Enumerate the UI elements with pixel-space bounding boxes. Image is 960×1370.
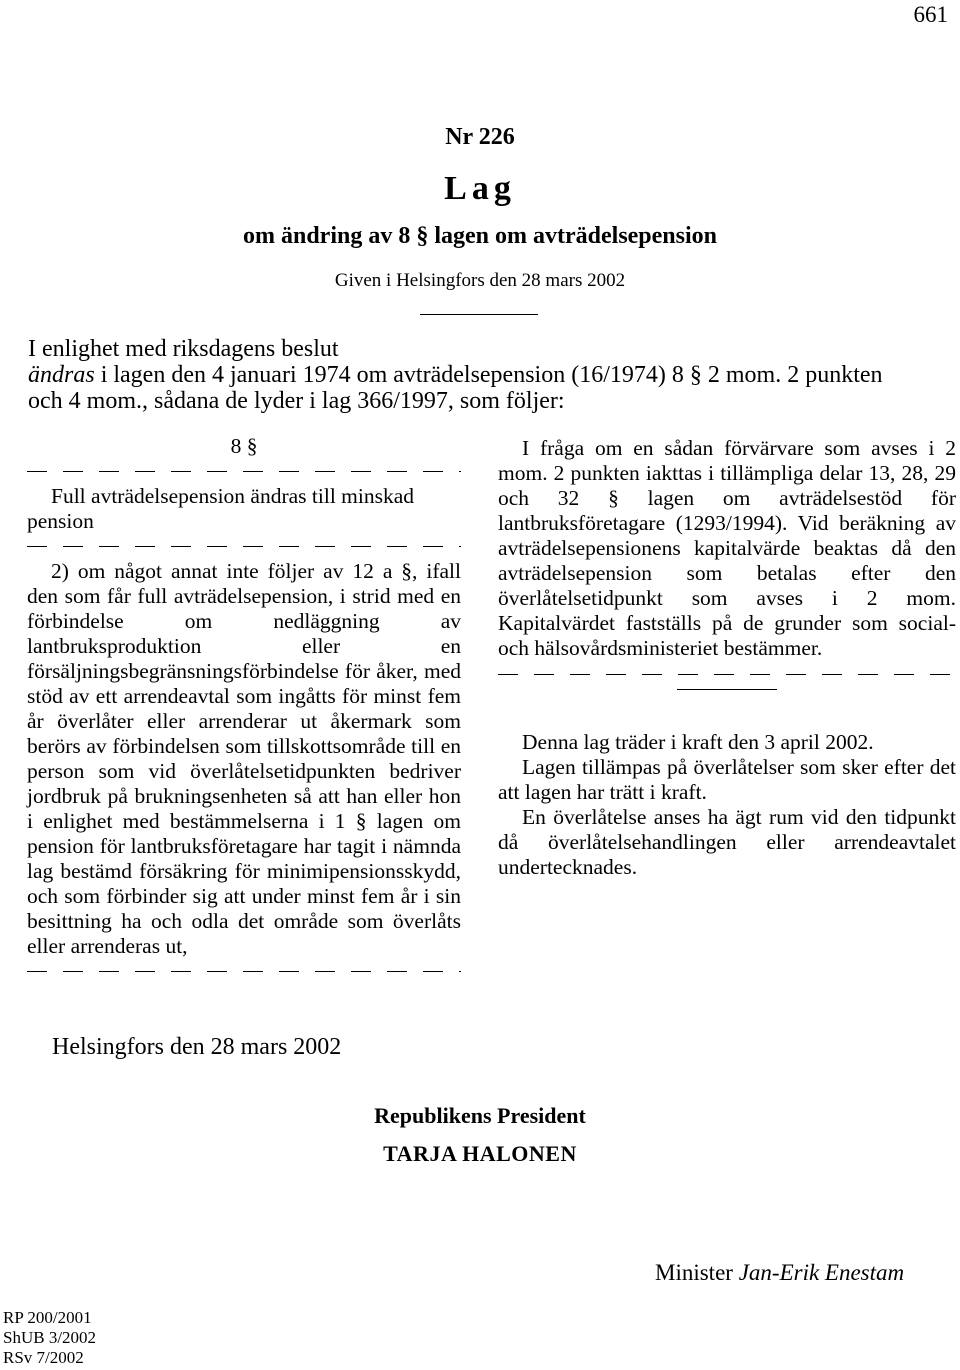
left-paragraph-1: Full avträdelsepension ändras till minskad pension bbox=[27, 484, 415, 533]
reference-item: ShUB 3/2002 bbox=[3, 1328, 97, 1347]
reference-item: RSv 7/2002 bbox=[3, 1348, 84, 1367]
left-paragraph-2: 2) om något annat inte följer av 12 a §, ifall den som får full avträdelsepension, i strid med en förbindelse om nedläggning av lantbruksproduktion eller en försäljningsbegränsningsförbindelse för åker, med stöd av ett arrendeavtal som ingåtts för minst fem år överlåter eller arrenderar ut åkermark som berörs av förbindelsen som tillskottsområde till en person som vid överlåtelsetidpunkten bedriver jordbruk på brukningsenheten så att han eller hon i enlighet med bestämmelserna i 1 § lagen om pension för lantbruksföretagare har tagit i nämnda lag bestämd försäkring för minimipensionsskydd, och som förbinder sig att under minst fem år i sin besittning ha och odla det område som överlåts eller arrenderas ut, bbox=[27, 559, 461, 958]
reference-item: RP 200/2001 bbox=[3, 1308, 92, 1327]
page-number: 661 bbox=[913, 2, 948, 27]
president-name: TARJA HALONEN bbox=[383, 1141, 577, 1166]
preamble-amend-word: ändras bbox=[28, 362, 95, 388]
omission-dashes bbox=[27, 966, 461, 976]
entry-into-force: Denna lag träder i kraft den 3 april 2002. bbox=[522, 730, 874, 754]
document-title: Lag bbox=[444, 170, 516, 207]
preamble-line-1: I enlighet med riksdagens beslut bbox=[28, 336, 339, 362]
left-column bbox=[27, 434, 461, 984]
document-subtitle: om ändring av 8 § lagen om avträdelsepension bbox=[242, 223, 718, 249]
minister-signature bbox=[655, 1260, 904, 1286]
right-paragraph-1: I fråga om en sådan förvärvare som avses i 2 mom. 2 punkten iakttas i tillämpliga delar 13, 28, 29 och 32 § lagen om avträdelsestöd för lantbruksföretagare (1293/1994). Vid beräkning av avträdelsepensionens kapitalvärde beaktas då den avträdelsepension som betalas efter den överlåtelsetidpunkt som avses i 2 mom. Kapitalvärdet fastställs på de grunder som social- och hälsovårdsministeriet bestämmer. bbox=[498, 436, 956, 660]
given-date: Given i Helsingfors den 28 mars 2002 bbox=[334, 270, 626, 291]
omission-dashes bbox=[498, 669, 956, 679]
omission-dashes bbox=[27, 466, 461, 476]
preamble-line-2 bbox=[28, 362, 960, 388]
section-heading: 8 § bbox=[230, 434, 258, 458]
header-divider bbox=[420, 314, 538, 315]
application-rule: Lagen tillämpas på överlåtelser som sker efter det att lagen har trätt i kraft. bbox=[498, 755, 956, 804]
president-title: Republikens President bbox=[374, 1103, 586, 1128]
right-column bbox=[498, 436, 956, 880]
preamble bbox=[28, 336, 960, 414]
section-divider bbox=[677, 689, 777, 690]
statute-number: Nr 226 bbox=[445, 124, 515, 150]
minister-name: Jan-Erik Enestam bbox=[738, 1260, 905, 1285]
preamble-amend-text: i lagen den 4 januari 1974 om avträdelsepension (16/1974) 8 § 2 mom. 2 punkten bbox=[94, 362, 883, 388]
omission-dashes bbox=[27, 541, 461, 551]
place-date: Helsingfors den 28 mars 2002 bbox=[52, 1034, 342, 1060]
transfer-rule: En överlåtelse anses ha ägt rum vid den tidpunkt då överlåtelsehandlingen eller arrendeavtalet undertecknades. bbox=[498, 805, 956, 879]
preamble-line-3: och 4 mom., sådana de lyder i lag 366/1997, som följer: bbox=[28, 388, 565, 414]
minister-label: Minister bbox=[655, 1260, 733, 1285]
references bbox=[3, 1308, 96, 1368]
